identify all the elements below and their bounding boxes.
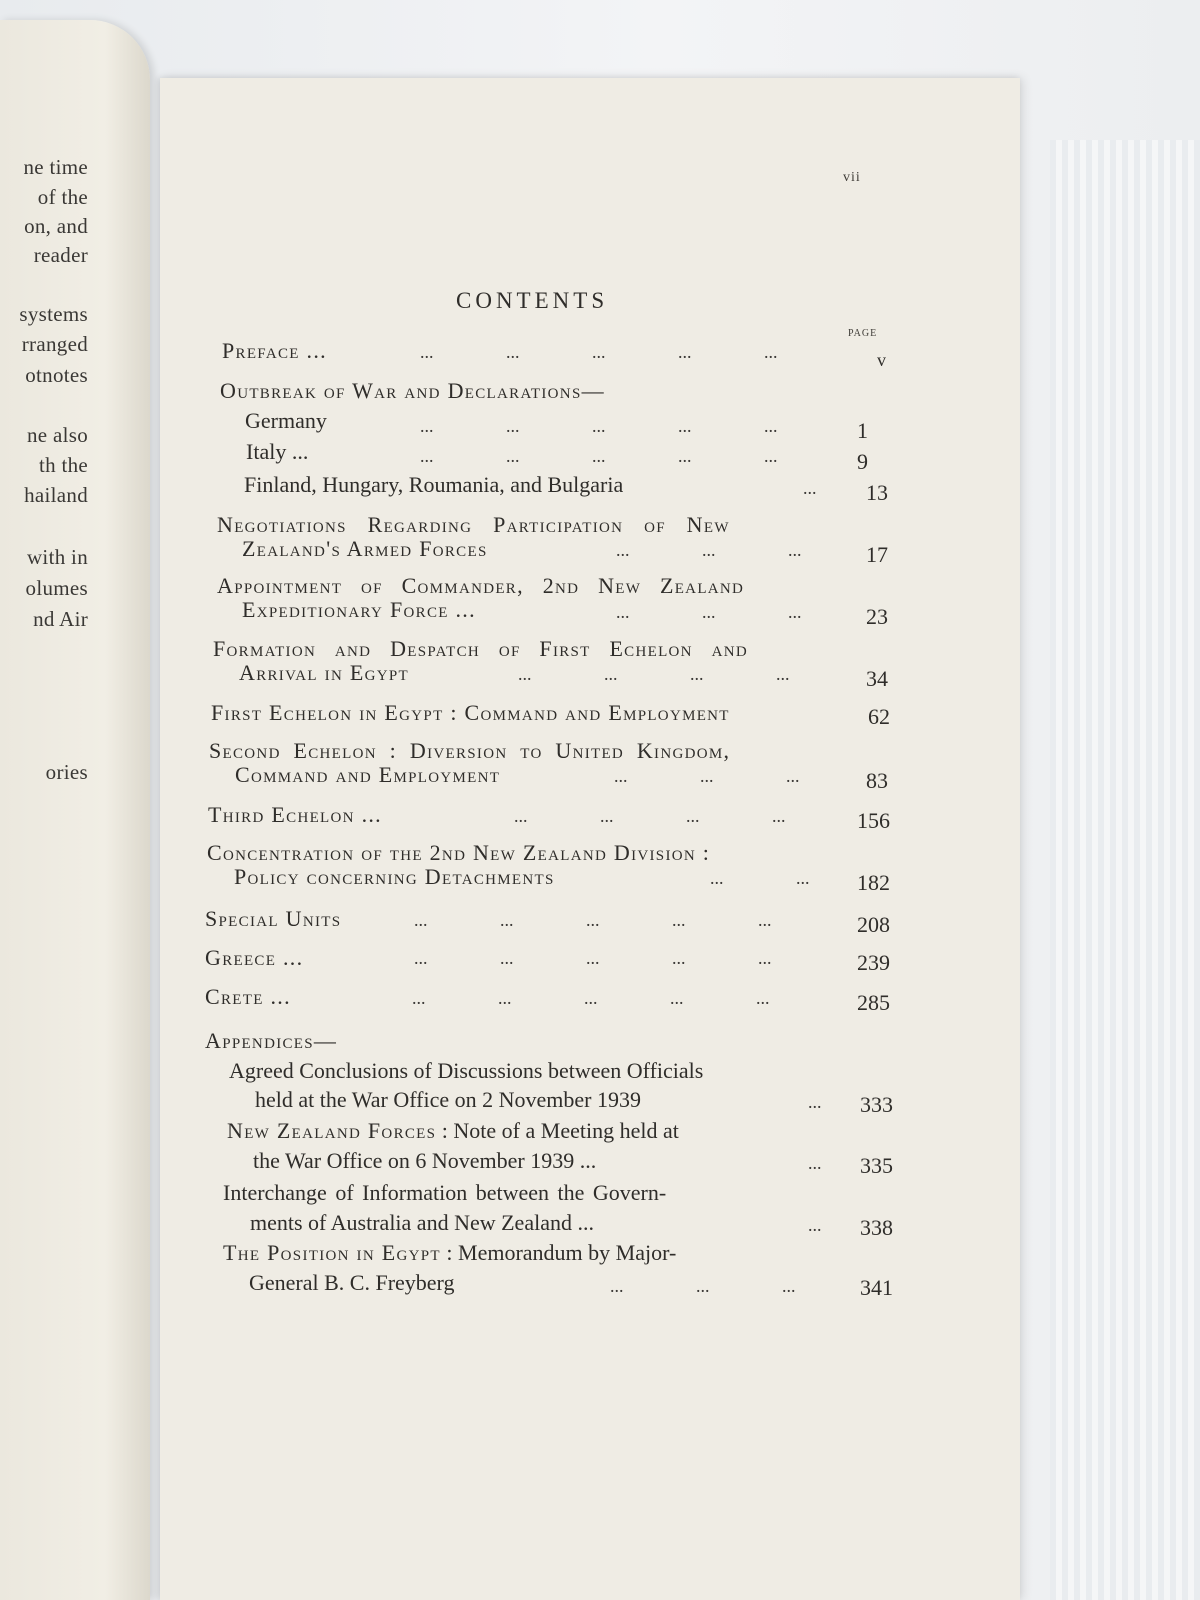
leader-dots: ... ... ... ... ... <box>414 910 772 930</box>
previous-page-line: systems <box>19 302 88 326</box>
leader-dots: ... ... ... ... ... <box>420 342 778 362</box>
page-number: 182 <box>857 870 890 895</box>
page-number: 239 <box>857 950 890 975</box>
toc-entry-nz-forces-title: New Zealand Forces <box>227 1118 437 1143</box>
toc-entry-special-units: Special Units <box>205 906 342 931</box>
page-number: 285 <box>857 990 890 1015</box>
leader-dots: ... <box>808 1092 822 1112</box>
toc-entry-negotiations-cont: Zealand's Armed Forces <box>242 536 488 561</box>
toc-entry-finland: Finland, Hungary, Roumania, and Bulgaria <box>244 472 624 497</box>
toc-entry-formation-cont: Arrival in Egypt <box>239 660 410 685</box>
toc-entry-first-echelon: First Echelon in Egypt : Command and Employment <box>211 700 730 725</box>
toc-entry-agreed-conclusions-cont: held at the War Office on 2 November 1939 <box>255 1087 641 1112</box>
toc-entry-interchange-cont: ments of Australia and New Zealand ... <box>250 1210 594 1235</box>
leader-dots: ... ... <box>710 868 810 888</box>
previous-page-line: reader <box>33 243 88 267</box>
page-number: 13 <box>866 480 888 505</box>
toc-entry-nz-forces-desc: : Note of a Meeting held at <box>441 1118 679 1143</box>
toc-entry-third-echelon: Third Echelon ... <box>208 802 382 827</box>
toc-entry-second-echelon: Second Echelon : Diversion to United Kingdom, <box>209 738 731 763</box>
toc-entry-appendices: Appendices— <box>205 1028 338 1053</box>
leader-dots: ... ... ... ... <box>518 664 790 684</box>
contents-heading: CONTENTS <box>456 288 609 313</box>
page-number: 335 <box>860 1153 893 1178</box>
toc-entry-crete: Crete ... <box>205 984 291 1009</box>
previous-page-line: otnotes <box>25 363 88 387</box>
leader-dots: ... ... ... <box>614 766 800 786</box>
toc-entry-concentration-cont: Policy concerning Detachments <box>234 864 555 889</box>
page-folio: vii <box>843 170 861 185</box>
page-column-label: PAGE <box>848 328 878 339</box>
previous-page-line: rranged <box>21 332 88 356</box>
toc-entry-outbreak: Outbreak of War and Declarations— <box>220 378 605 403</box>
toc-entry-appointment-cont: Expeditionary Force ... <box>242 597 476 622</box>
leader-dots: ... ... ... ... ... <box>420 416 778 436</box>
leader-dots: ... <box>808 1153 822 1173</box>
page-number: 34 <box>866 666 888 691</box>
page-number: 333 <box>860 1092 893 1117</box>
page-number: 17 <box>866 542 888 567</box>
leader-dots: ... ... ... ... <box>514 806 786 826</box>
page-number: 1 <box>857 418 868 443</box>
previous-page-line: ne also <box>27 423 88 447</box>
page-number: 83 <box>866 768 888 793</box>
leader-dots: ... <box>803 478 817 498</box>
page-number: 9 <box>857 449 868 474</box>
page-number: 208 <box>857 912 890 937</box>
previous-page-line: ne time <box>23 155 88 179</box>
previous-page-line: on, and <box>24 214 88 238</box>
background-stripes <box>1050 140 1200 1600</box>
previous-page-line: nd Air <box>33 607 88 631</box>
leader-dots: ... ... ... <box>616 602 802 622</box>
page-number: 338 <box>860 1215 893 1240</box>
previous-page-line: th the <box>38 453 88 477</box>
toc-entry-position-in-egypt <box>223 1240 676 1266</box>
toc-entry-agreed-conclusions: Agreed Conclusions of Discussions between Officials <box>229 1058 704 1083</box>
previous-page-line: olumes <box>25 576 88 600</box>
page-number: 341 <box>860 1275 893 1300</box>
toc-entry-nz-forces-cont: the War Office on 6 November 1939 ... <box>253 1148 597 1173</box>
leader-dots: ... ... ... <box>610 1276 796 1296</box>
toc-entry-nz-forces <box>227 1118 679 1144</box>
toc-entry-italy: Italy ... <box>246 439 309 464</box>
leader-dots: ... <box>808 1215 822 1235</box>
leader-dots: ... ... ... <box>616 540 802 560</box>
leader-dots: ... ... ... ... ... <box>414 948 772 968</box>
leader-dots: ... ... ... ... ... <box>420 446 778 466</box>
previous-page-line: ories <box>45 760 88 784</box>
previous-page-line: hailand <box>24 483 88 507</box>
toc-entry-appointment: Appointment of Commander, 2nd New Zealand <box>217 573 745 598</box>
toc-entry-second-echelon-cont: Command and Employment <box>235 762 501 787</box>
previous-page <box>0 20 150 1600</box>
page-number: 156 <box>857 808 890 833</box>
toc-entry-interchange: Interchange of Information between the Govern- <box>223 1180 667 1205</box>
toc-entry-position-title: The Position in Egypt <box>223 1240 441 1265</box>
toc-entry-preface: Preface ... <box>222 338 327 363</box>
previous-page-line: of the <box>37 185 88 209</box>
page-number: 23 <box>866 604 888 629</box>
page-number: 62 <box>868 704 890 729</box>
toc-entry-position-cont: General B. C. Freyberg <box>249 1270 455 1295</box>
toc-entry-germany: Germany <box>245 408 327 433</box>
toc-entry-greece: Greece ... <box>205 945 304 970</box>
toc-entry-negotiations: Negotiations Regarding Participation of New <box>217 512 730 537</box>
toc-entry-position-desc: : Memorandum by Major- <box>446 1240 677 1265</box>
leader-dots: ... ... ... ... ... <box>412 988 770 1008</box>
page-number: v <box>877 350 886 370</box>
previous-page-line: with in <box>26 545 88 569</box>
toc-entry-concentration: Concentration of the 2nd New Zealand Division : <box>207 840 711 865</box>
toc-entry-formation: Formation and Despatch of First Echelon and <box>213 636 749 661</box>
